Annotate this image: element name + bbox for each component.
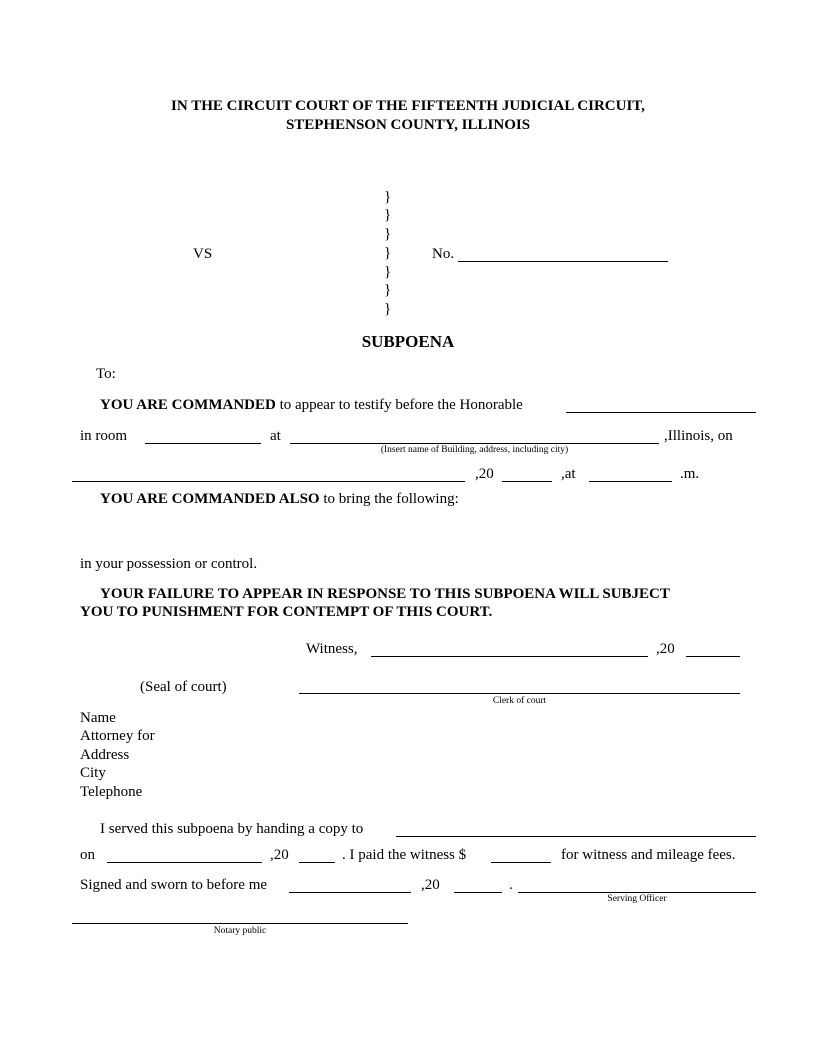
witness-name-field[interactable] [371,656,648,657]
caption-brace: } [384,282,392,298]
time-at-label: ,at [561,466,576,482]
caption-brace: } [384,264,392,280]
command-bring-rest: to bring the following: [319,491,459,507]
to-label: To: [96,366,116,382]
appearance-year-field[interactable] [502,481,552,482]
attorney-for-label: Attorney for [80,728,155,744]
witness-fee-amount-field[interactable] [491,862,551,863]
attorney-address-label: Address [80,747,130,763]
attorney-telephone-label: Telephone [80,784,143,800]
versus-label: VS [193,246,213,262]
in-room-label: in room [80,428,128,444]
command-appear-rest: to appear to testify before the Honorable [275,397,523,413]
case-number-label: No. [432,246,455,262]
building-hint-caption: (Insert name of Building, address, including city) [380,445,569,455]
caption-brace: } [384,301,392,317]
at-label: at [270,428,281,444]
date-year-prefix: ,20 [475,466,494,482]
serving-officer-signature-field[interactable] [518,892,756,893]
served-on-label: on [80,847,95,863]
served-person-field[interactable] [396,836,756,837]
witness-year-prefix: ,20 [656,641,675,657]
fees-text: for witness and mileage fees. [561,847,736,863]
possession-text: in your possession or control. [80,556,258,572]
case-number-field[interactable] [458,261,668,262]
clerk-caption: Clerk of court [492,696,547,706]
illinois-on-label: ,Illinois, on [664,428,733,444]
notary-caption: Notary public [213,926,267,936]
sworn-period: . [509,877,513,893]
command-appear-text [100,396,523,414]
caption-brace: } [384,189,392,205]
court-header-line1: IN THE CIRCUIT COURT OF THE FIFTEENTH JUDICIAL CIRCUIT, [171,98,645,114]
honorable-judge-field[interactable] [566,412,756,413]
seal-of-court-label: (Seal of court) [140,679,227,695]
caption-brace: } [384,245,392,261]
sworn-year-field[interactable] [454,892,502,893]
command-bring-text [100,490,459,508]
document-title: SUBPOENA [361,332,455,351]
served-year-prefix: ,20 [270,847,289,863]
caption-brace: } [384,226,392,242]
meridiem-label: .m. [680,466,700,482]
witness-year-field[interactable] [686,656,740,657]
served-year-field[interactable] [299,862,335,863]
serving-officer-caption: Serving Officer [607,894,667,904]
command-bring-bold: YOU ARE COMMANDED ALSO [100,491,320,507]
signed-sworn-text: Signed and sworn to before me [80,877,268,893]
served-date-field[interactable] [107,862,262,863]
warning-line1: YOUR FAILURE TO APPEAR IN RESPONSE TO THIS SUBPOENA WILL SUBJECT [100,586,670,602]
building-address-field[interactable] [290,443,659,444]
witness-label: Witness, [306,641,358,657]
appearance-date-field[interactable] [72,481,465,482]
room-number-field[interactable] [145,443,261,444]
appearance-time-field[interactable] [589,481,672,482]
warning-line2: YOU TO PUNISHMENT FOR CONTEMPT OF THIS COURT. [80,604,493,620]
sworn-year-prefix: ,20 [421,877,440,893]
sworn-date-field[interactable] [289,892,411,893]
caption-brace: } [384,207,392,223]
attorney-city-label: City [80,765,106,781]
clerk-signature-field[interactable] [299,693,740,694]
command-appear-bold: YOU ARE COMMANDED [100,397,276,413]
attorney-name-label: Name [80,710,116,726]
paid-witness-text: . I paid the witness $ [342,847,467,863]
court-header-line2: STEPHENSON COUNTY, ILLINOIS [285,117,531,133]
served-copy-text: I served this subpoena by handing a copy to [100,821,364,837]
notary-signature-field[interactable] [72,923,408,924]
